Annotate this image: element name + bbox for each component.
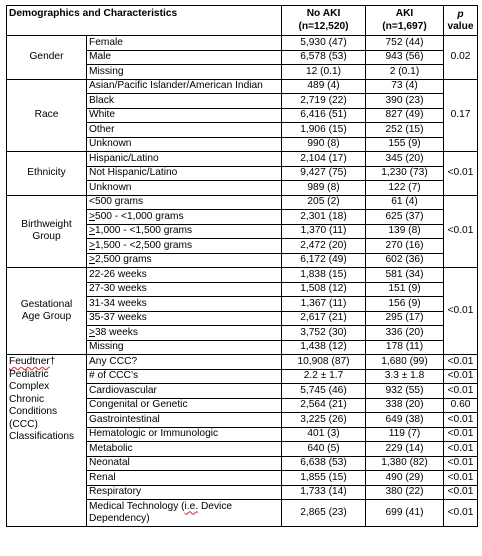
table-row [7, 152, 478, 167]
row-label-text: Dependency) [89, 513, 150, 524]
cell-aki: 932 (55) [366, 384, 444, 399]
cell-no-aki: 5,745 (46) [282, 384, 366, 399]
cell-no-aki: 3,225 (26) [282, 413, 366, 428]
row-label: 27-30 weeks [87, 282, 282, 297]
group-label-line: Gestational [20, 298, 73, 310]
row-label: 22-26 weeks [87, 268, 282, 283]
cell-p-value: <0.01 [444, 195, 478, 268]
row-label-text: 2,500 grams [94, 254, 152, 265]
cell-no-aki: 12 (0.1) [282, 65, 366, 80]
group-label-feudtner: Feudtner [9, 356, 50, 367]
cell-p-value: <0.01 [444, 369, 478, 384]
cell-no-aki: 6,172 (49) [282, 253, 366, 268]
cell-aki: 827 (49) [366, 108, 444, 123]
row-label: Any CCC? [87, 355, 282, 370]
cell-aki: 943 (56) [366, 50, 444, 65]
cell-aki: 295 (17) [366, 311, 444, 326]
group-label-line: (CCC) [9, 418, 38, 430]
cell-aki: 336 (20) [366, 326, 444, 341]
cell-no-aki: 205 (2) [282, 195, 366, 210]
cell-no-aki: 640 (5) [282, 442, 366, 457]
cell-aki: 699 (41) [366, 500, 444, 527]
cell-no-aki: 489 (4) [282, 79, 366, 94]
cell-aki: 252 (15) [366, 123, 444, 138]
cell-aki: 229 (14) [366, 442, 444, 457]
table-row [7, 195, 478, 210]
cell-aki: 2 (0.1) [366, 65, 444, 80]
cell-no-aki: 2,564 (21) [282, 398, 366, 413]
row-label: Cardiovascular [87, 384, 282, 399]
underlined-symbol: > [89, 326, 95, 338]
cell-no-aki: 989 (8) [282, 181, 366, 196]
row-label: Not Hispanic/Latino [87, 166, 282, 181]
cell-no-aki: 990 (8) [282, 137, 366, 152]
dagger-mark: † [49, 356, 56, 367]
group-label-line: Complex [9, 381, 50, 392]
cell-p-value: <0.01 [444, 152, 478, 196]
cell-no-aki: 1,367 (11) [282, 297, 366, 312]
cell-aki: 1,680 (99) [366, 355, 444, 370]
cell-p-value: <0.01 [444, 485, 478, 500]
group-label-gestational-age [7, 268, 87, 355]
cell-no-aki: 2.2 ± 1.7 [282, 369, 366, 384]
row-label-text: 1,500 - <2,500 grams [94, 239, 193, 251]
header-no-aki-n: (n=12,520) [298, 20, 349, 32]
cell-no-aki: 2,301 (18) [282, 210, 366, 225]
cell-aki: 390 (23) [366, 94, 444, 109]
cell-p-value: <0.01 [444, 268, 478, 355]
cell-aki: 3.3 ± 1.8 [366, 369, 444, 384]
row-label [87, 239, 282, 254]
cell-p-value: <0.01 [444, 471, 478, 486]
cell-aki: 178 (11) [366, 340, 444, 355]
group-label-birthweight [7, 195, 87, 268]
header-p-value-label: value [447, 20, 474, 32]
cell-no-aki: 1,438 (12) [282, 340, 366, 355]
cell-aki: 151 (9) [366, 282, 444, 297]
row-label: Gastrointestinal [87, 413, 282, 428]
row-label [87, 210, 282, 225]
underlined-symbol: > [89, 210, 95, 222]
cell-aki: 155 (9) [366, 137, 444, 152]
cell-p-value: 0.02 [444, 36, 478, 80]
row-label: Missing [87, 340, 282, 355]
row-label: # of CCC’s [87, 369, 282, 384]
group-label-line: Group [32, 231, 61, 243]
underlined-symbol: > [89, 225, 95, 236]
row-label-text: 500 - <1,000 grams [94, 210, 184, 222]
row-label: Congenital or Genetic [87, 398, 282, 413]
row-label: Missing [87, 65, 282, 80]
cell-no-aki: 2,865 (23) [282, 500, 366, 527]
row-label: Unknown [87, 181, 282, 196]
row-label: Hematologic or Immunologic [87, 427, 282, 442]
underlined-symbol: > [89, 254, 95, 265]
header-no-aki-label: No AKI [306, 8, 341, 19]
row-label-text: 38 weeks [94, 326, 138, 338]
cell-no-aki: 401 (3) [282, 427, 366, 442]
header-aki-n: (n=1,697) [382, 20, 427, 32]
cell-p-value: <0.01 [444, 427, 478, 442]
cell-no-aki: 5,930 (47) [282, 36, 366, 51]
cell-aki: 73 (4) [366, 79, 444, 94]
cell-no-aki: 6,638 (53) [282, 456, 366, 471]
table-container [6, 5, 478, 527]
cell-aki: 581 (34) [366, 268, 444, 283]
group-label-race: Race [7, 79, 87, 152]
cell-no-aki: 1,838 (15) [282, 268, 366, 283]
row-label: Neonatal [87, 456, 282, 471]
cell-aki: 139 (8) [366, 224, 444, 239]
cell-aki: 270 (16) [366, 239, 444, 254]
row-label: Respiratory [87, 485, 282, 500]
cell-p-value: <0.01 [444, 384, 478, 399]
row-label: <500 grams [87, 195, 282, 210]
cell-no-aki: 1,733 (14) [282, 485, 366, 500]
row-label: Asian/Pacific Islander/American Indian [87, 79, 282, 94]
cell-p-value: 0.17 [444, 79, 478, 152]
group-label-line: Birthweight [21, 218, 72, 230]
row-label-text: Device [198, 500, 233, 512]
row-label: Female [87, 36, 282, 51]
cell-aki: 752 (44) [366, 36, 444, 51]
row-label [87, 224, 282, 239]
row-label-ie: i.e. [184, 500, 199, 512]
cell-aki: 345 (20) [366, 152, 444, 167]
cell-aki: 119 (7) [366, 427, 444, 442]
group-label-line: Classifications [9, 431, 75, 442]
cell-p-value: <0.01 [444, 413, 478, 428]
cell-no-aki: 2,104 (17) [282, 152, 366, 167]
group-label-gender: Gender [7, 36, 87, 80]
cell-aki: 649 (38) [366, 413, 444, 428]
row-label: Metabolic [87, 442, 282, 457]
cell-no-aki: 2,617 (21) [282, 311, 366, 326]
underlined-symbol: > [89, 239, 95, 251]
table-row [7, 355, 478, 370]
header-aki-label: AKI [395, 8, 414, 19]
cell-aki: 338 (20) [366, 398, 444, 413]
cell-no-aki: 1,855 (15) [282, 471, 366, 486]
cell-aki: 490 (29) [366, 471, 444, 486]
cell-no-aki: 3,752 (30) [282, 326, 366, 341]
group-label-line: Chronic [9, 393, 45, 405]
row-label [87, 500, 282, 527]
cell-no-aki: 2,472 (20) [282, 239, 366, 254]
cell-p-value: <0.01 [444, 355, 478, 370]
demographics-table [6, 5, 478, 527]
cell-no-aki: 6,416 (51) [282, 108, 366, 123]
cell-p-value: <0.01 [444, 442, 478, 457]
cell-p-value: 0.60 [444, 398, 478, 413]
row-label: Renal [87, 471, 282, 486]
cell-aki: 380 (22) [366, 485, 444, 500]
row-label: Unknown [87, 137, 282, 152]
group-label-ethnicity: Ethnicity [7, 152, 87, 196]
header-p-italic: p [457, 8, 464, 20]
header-p-value [444, 6, 478, 36]
row-label: 31-34 weeks [87, 297, 282, 312]
cell-no-aki: 6,578 (53) [282, 50, 366, 65]
header-no-aki [282, 6, 366, 36]
header-aki [366, 6, 444, 36]
cell-aki: 1,380 (82) [366, 456, 444, 471]
cell-aki: 122 (7) [366, 181, 444, 196]
row-label [87, 326, 282, 341]
cell-aki: 61 (4) [366, 195, 444, 210]
group-label-line: Pediatric [9, 368, 49, 380]
row-label: Other [87, 123, 282, 138]
cell-aki: 156 (9) [366, 297, 444, 312]
cell-aki: 602 (36) [366, 253, 444, 268]
group-label-ccc [7, 355, 87, 527]
row-label: White [87, 108, 282, 123]
row-label: Male [87, 50, 282, 65]
cell-no-aki: 1,508 (12) [282, 282, 366, 297]
table-row [7, 268, 478, 283]
cell-p-value: <0.01 [444, 500, 478, 527]
cell-no-aki: 9,427 (75) [282, 166, 366, 181]
cell-no-aki: 1,906 (15) [282, 123, 366, 138]
row-label: Black [87, 94, 282, 109]
table-row [7, 36, 478, 51]
cell-no-aki: 1,370 (11) [282, 224, 366, 239]
cell-p-value: <0.01 [444, 456, 478, 471]
row-label: Hispanic/Latino [87, 152, 282, 167]
group-label-line: Age Group [21, 311, 72, 322]
header-row [7, 6, 478, 36]
row-label-text: 1,000 - <1,500 grams [94, 225, 193, 236]
row-label-text: Medical Technology ( [89, 500, 185, 512]
group-label-line: Conditions [9, 406, 58, 417]
table-row [7, 79, 478, 94]
cell-no-aki: 10,908 (87) [282, 355, 366, 370]
row-label: 35-37 weeks [87, 311, 282, 326]
header-demographics: Demographics and Characteristics [7, 6, 282, 36]
row-label [87, 253, 282, 268]
cell-no-aki: 2,719 (22) [282, 94, 366, 109]
cell-aki: 625 (37) [366, 210, 444, 225]
cell-aki: 1,230 (73) [366, 166, 444, 181]
